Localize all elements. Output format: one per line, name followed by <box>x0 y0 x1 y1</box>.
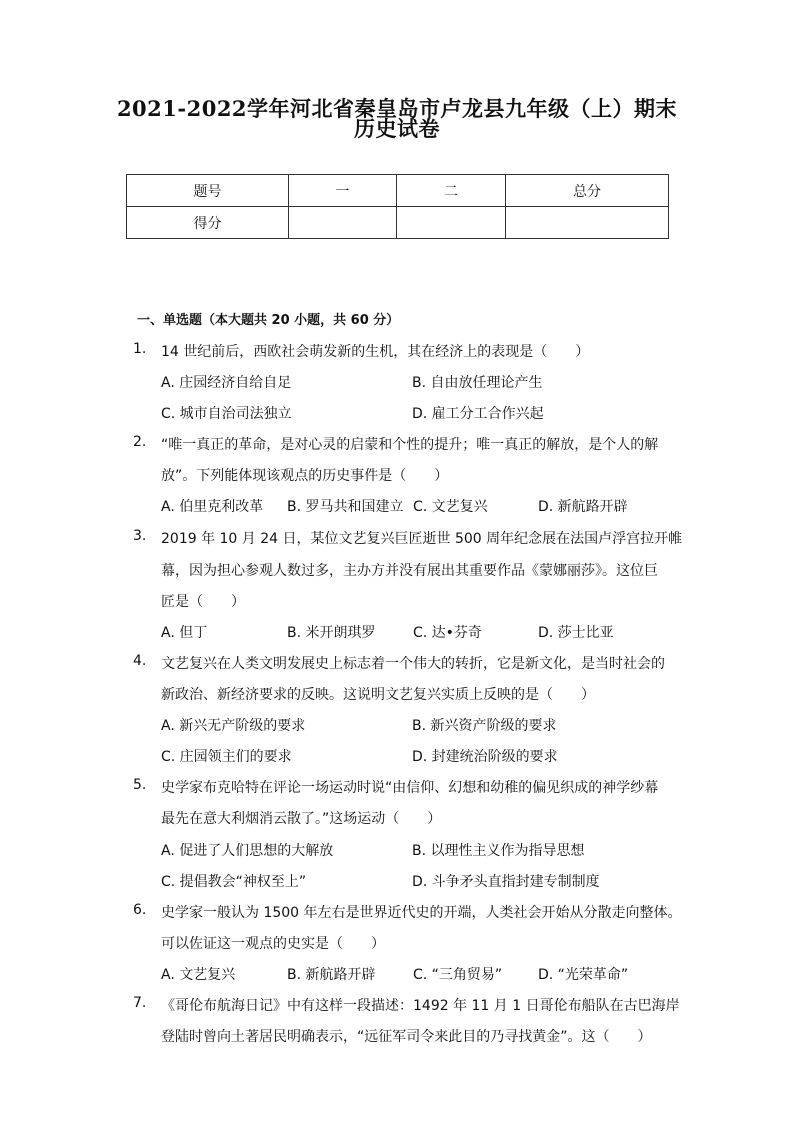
answer-option[interactable]: D. “光荣革命” <box>538 967 629 983</box>
answer-option[interactable]: B. 新兴资产阶级的要求 <box>412 718 557 734</box>
score-table <box>126 174 669 239</box>
answer-option[interactable]: C. “三角贸易” <box>413 967 503 983</box>
answer-option[interactable]: D. 雇工分工合作兴起 <box>412 406 544 422</box>
answer-option[interactable]: B. 以理性主义作为指导思想 <box>412 843 585 859</box>
section-heading: 一、单选题（本大题共 20 小题，共 60 分） <box>137 313 400 328</box>
answer-option[interactable]: A. 庄园经济自给自足 <box>161 375 292 391</box>
score-table-header-cell: 题号 <box>127 175 289 207</box>
score-table-header-cell: 一 <box>289 175 397 207</box>
answer-option[interactable]: C. 文艺复兴 <box>413 499 488 515</box>
question-stem-line: 登陆时曾向土著居民明确表示，“远征军司令来此目的乃寻找黄金”。这（ ） <box>161 1029 652 1045</box>
score-cell <box>289 207 397 239</box>
score-cell <box>397 207 506 239</box>
answer-option[interactable]: D. 斗争矛头直指封建专制制度 <box>412 874 600 890</box>
answer-option[interactable]: C. 达•芬奇 <box>413 625 482 641</box>
answer-option[interactable]: A. 文艺复兴 <box>161 967 236 983</box>
question-stem-line: “唯一真正的革命，是对心灵的启蒙和个性的提升；唯一真正的解放，是个人的解 <box>161 437 659 453</box>
question-stem-line: 2019 年 10 月 24 日，某位文艺复兴巨匠逝世 500 周年纪念展在法国卢浮宫拉开帷 <box>161 531 683 547</box>
answer-option[interactable]: A. 新兴无产阶级的要求 <box>161 718 306 734</box>
answer-option[interactable]: A. 伯里克利改革 <box>161 499 264 515</box>
question-stem-line: 14 世纪前后，西欧社会萌发新的生机，其在经济上的表现是（ ） <box>161 344 590 360</box>
answer-option[interactable]: D. 新航路开辟 <box>538 499 628 515</box>
score-cell <box>506 207 669 239</box>
exam-title-line2: 历史试卷 <box>354 116 440 141</box>
answer-option[interactable]: C. 庄园领主们的要求 <box>161 749 292 765</box>
question-number: 5. <box>133 777 147 793</box>
question-stem-line: 新政治、新经济要求的反映。这说明文艺复兴实质上反映的是（ ） <box>161 687 595 703</box>
question-number: 6. <box>133 902 147 918</box>
question-stem-line: 文艺复兴在人类文明发展史上标志着一个伟大的转折，它是新文化，是当时社会的 <box>161 656 665 672</box>
question-number: 2. <box>133 434 147 450</box>
score-table-row-label: 得分 <box>127 207 289 239</box>
answer-option[interactable]: B. 米开朗琪罗 <box>287 625 376 641</box>
answer-option[interactable]: A. 但丁 <box>161 625 208 641</box>
question-number: 7. <box>133 995 147 1011</box>
score-table-header-cell: 二 <box>397 175 506 207</box>
answer-option[interactable]: B. 罗马共和国建立 <box>287 499 404 515</box>
question-number: 4. <box>133 653 147 669</box>
question-stem-line: 史学家一般认为 1500 年左右是世界近代史的开端，人类社会开始从分散走向整体。 <box>161 905 682 921</box>
question-stem-line: 匠是（ ） <box>161 594 245 610</box>
question-stem-line: 史学家布克哈特在评论一场运动时说“由信仰、幻想和幼稚的偏见织成的神学纱幕 <box>161 780 659 796</box>
answer-option[interactable]: D. 封建统治阶级的要求 <box>412 749 558 765</box>
question-number: 1. <box>133 341 147 357</box>
question-stem-line: 幕，因为担心参观人数过多，主办方并没有展出其重要作品《蒙娜丽莎》。这位巨 <box>161 563 658 579</box>
score-table-score-row <box>127 207 669 239</box>
question-number: 3. <box>133 528 147 544</box>
score-table-header-cell: 总分 <box>506 175 669 207</box>
question-stem-line: 可以佐证这一观点的史实是（ ） <box>161 936 385 952</box>
question-stem-line: 放”。下列能体现该观点的历史事件是（ ） <box>161 468 449 484</box>
answer-option[interactable]: B. 新航路开辟 <box>287 967 376 983</box>
question-stem-line: 《哥伦布航海日记》中有这样一段描述：1492 年 11 月 1 日哥伦布船队在古巴海岸 <box>161 998 680 1014</box>
question-stem-line: 最先在意大利烟消云散了。”这场运动（ ） <box>161 811 442 827</box>
exam-title-line1: 2021-2022学年河北省秦皇岛市卢龙县九年级（上）期末 <box>116 96 678 121</box>
answer-option[interactable]: C. 提倡教会“神权至上” <box>161 874 307 890</box>
answer-option[interactable]: A. 促进了人们思想的大解放 <box>161 843 334 859</box>
answer-option[interactable]: B. 自由放任理论产生 <box>412 375 543 391</box>
answer-option[interactable]: D. 莎士比亚 <box>538 625 614 641</box>
answer-option[interactable]: C. 城市自治司法独立 <box>161 406 292 422</box>
score-table-header-row <box>127 175 669 207</box>
